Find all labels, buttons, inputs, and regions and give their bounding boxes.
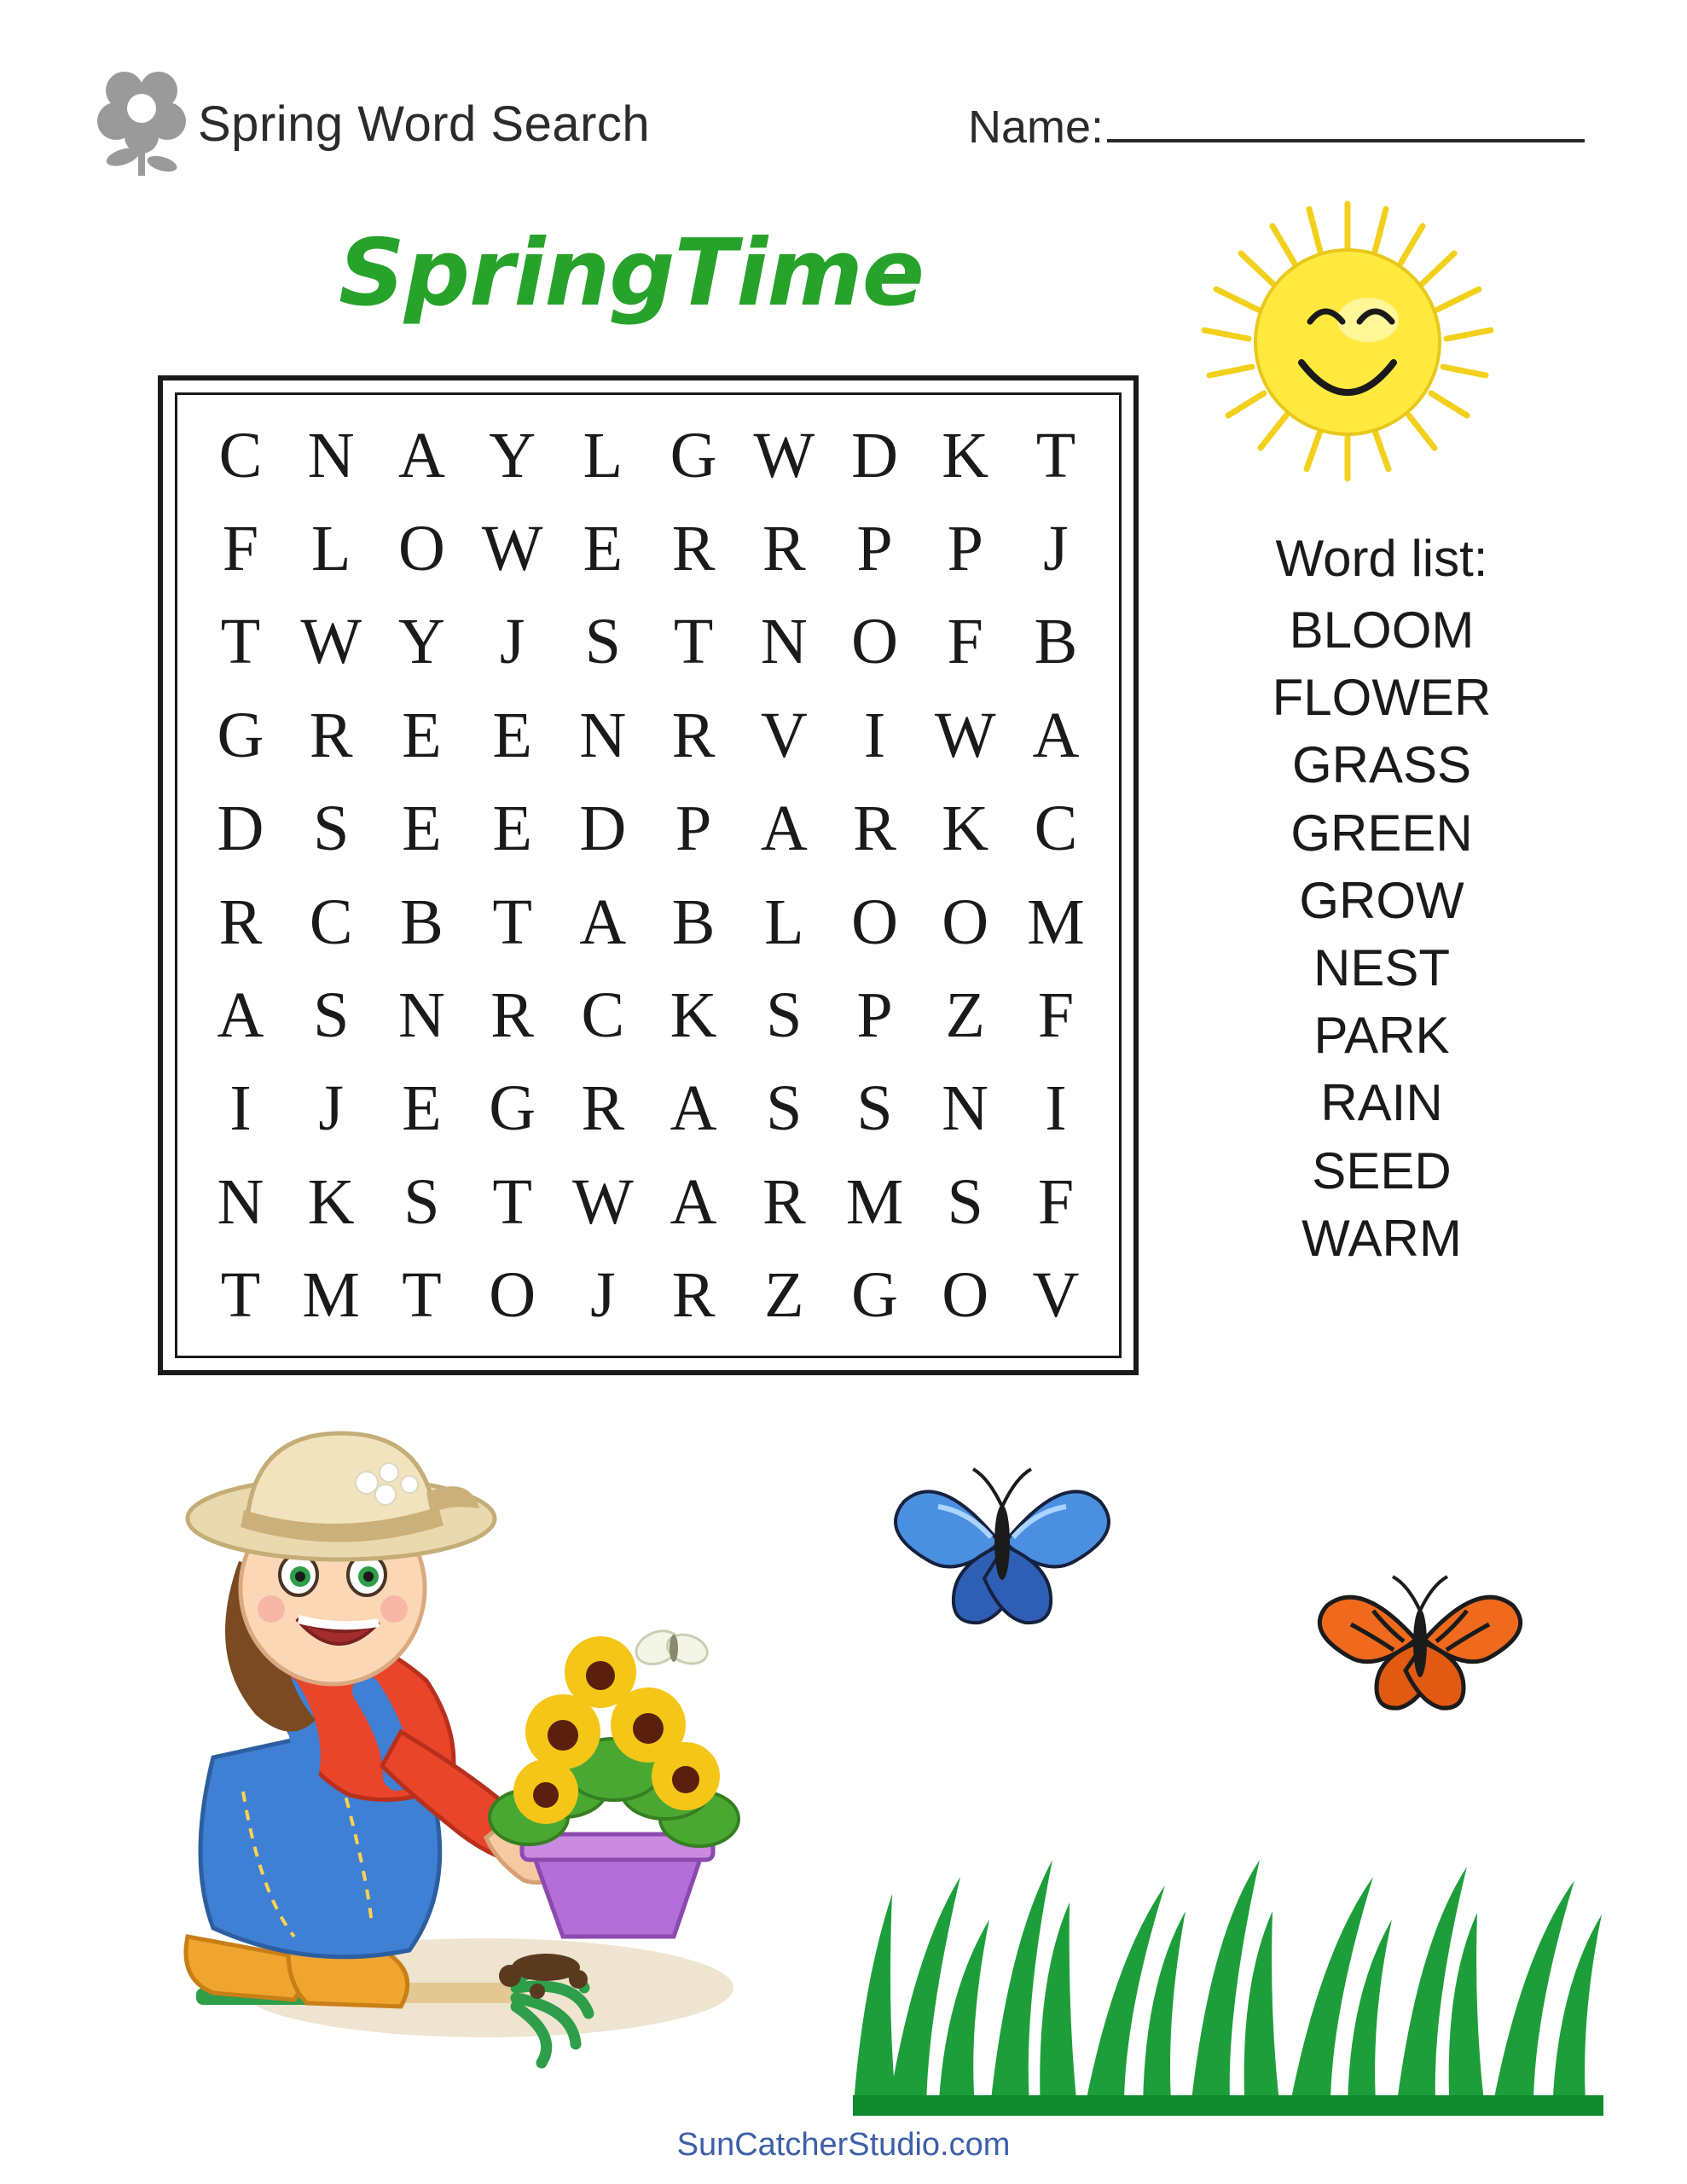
grid-cell[interactable]: E <box>492 699 532 771</box>
grid-cell[interactable]: K <box>942 419 989 491</box>
grid-cell[interactable]: S <box>584 606 622 678</box>
grid-cell[interactable]: A <box>670 1165 717 1238</box>
grid-cell[interactable]: N <box>579 699 627 771</box>
word-list-title: Word list: <box>1275 530 1488 587</box>
grid-cell[interactable]: A <box>670 1072 717 1145</box>
word-list-item[interactable]: NEST <box>1313 938 1451 996</box>
grid-cell[interactable]: M <box>845 1165 904 1238</box>
grid-cell[interactable]: A <box>397 419 445 491</box>
grid-cell[interactable]: S <box>313 793 350 865</box>
grid-row <box>200 1165 1097 1238</box>
grid-cell[interactable]: E <box>583 513 623 585</box>
grid-cell[interactable]: T <box>673 606 714 678</box>
grid-cell[interactable]: F <box>947 606 983 678</box>
grid-cell[interactable]: R <box>671 513 716 585</box>
word-list-item[interactable]: BLOOM <box>1289 601 1475 659</box>
grid-cell[interactable]: C <box>218 419 263 491</box>
grid-cell[interactable]: E <box>492 793 532 865</box>
grid-cell[interactable]: N <box>760 606 808 678</box>
grid-cell[interactable]: Y <box>489 419 536 491</box>
grid-cell[interactable]: S <box>313 979 350 1052</box>
grid-inner <box>175 392 1122 1358</box>
word-list-item[interactable]: GROW <box>1299 871 1464 929</box>
grid-cell[interactable]: N <box>397 979 445 1052</box>
orange-butterfly-illustration <box>1313 1561 1527 1732</box>
grid-cell[interactable]: F <box>1037 979 1075 1052</box>
grid-cell[interactable]: S <box>403 1165 440 1238</box>
grid-cell[interactable]: W <box>572 1165 634 1238</box>
grid-cell[interactable]: A <box>1032 699 1080 771</box>
grid-cell[interactable]: I <box>229 1072 252 1145</box>
grid-cell[interactable]: S <box>947 1165 983 1238</box>
grid-cell[interactable]: B <box>671 886 716 958</box>
grid-cell[interactable]: R <box>218 886 263 958</box>
grid-cell[interactable]: O <box>397 513 445 585</box>
grid-cell[interactable]: R <box>309 699 353 771</box>
grid-cell[interactable]: R <box>762 513 806 585</box>
grid-cell[interactable]: K <box>307 1165 355 1238</box>
grid-cell[interactable]: F <box>222 513 259 585</box>
grid-cell[interactable]: W <box>934 699 996 771</box>
grid-cell[interactable]: S <box>766 979 803 1052</box>
grid-cell[interactable]: T <box>220 1259 261 1332</box>
grid-cell[interactable]: T <box>492 886 532 958</box>
grid-cell[interactable]: P <box>675 793 712 865</box>
sun-icon <box>1186 192 1510 516</box>
grid-cell[interactable]: P <box>856 979 893 1052</box>
grid-cell[interactable]: D <box>217 793 264 865</box>
grid-cell[interactable]: W <box>753 419 815 491</box>
word-list-item[interactable]: SEED <box>1312 1141 1452 1199</box>
grid-cell[interactable]: C <box>309 886 353 958</box>
grid-cell[interactable]: L <box>583 419 623 491</box>
grid-row <box>200 419 1097 491</box>
grid-cell[interactable]: W <box>300 606 362 678</box>
grid-row <box>200 886 1097 958</box>
grid-cell[interactable]: N <box>942 1072 989 1145</box>
grid-cell[interactable]: O <box>851 606 898 678</box>
grid-cell[interactable]: R <box>671 1259 716 1332</box>
grid-cell[interactable]: A <box>217 979 264 1052</box>
grid-cell[interactable]: J <box>499 606 525 678</box>
grid-cell[interactable]: M <box>302 1259 360 1332</box>
grid-cell[interactable]: S <box>766 1072 803 1145</box>
word-list-item[interactable]: WARM <box>1301 1209 1462 1267</box>
grid-cell[interactable]: L <box>311 513 351 585</box>
grid-cell[interactable]: G <box>851 1259 898 1332</box>
grid-cell[interactable]: R <box>490 979 534 1052</box>
grid-cell[interactable]: B <box>1034 606 1078 678</box>
name-label: Name: <box>967 101 1104 153</box>
grid-cell[interactable]: A <box>760 793 808 865</box>
grid-cell[interactable]: T <box>402 1259 442 1332</box>
word-list <box>1211 529 1552 1272</box>
grid-cell[interactable]: O <box>851 886 898 958</box>
grid-cell[interactable]: S <box>856 1072 893 1145</box>
grid-cell[interactable]: R <box>853 793 896 865</box>
grid-cell[interactable]: N <box>217 1165 264 1238</box>
grid-cell[interactable]: O <box>942 1259 989 1332</box>
grid-row <box>200 1259 1097 1332</box>
page-title: Spring Word Search <box>198 96 651 152</box>
grid-cell[interactable]: T <box>220 606 261 678</box>
word-list-items <box>1211 596 1552 1272</box>
grid-row <box>200 979 1097 1052</box>
grid-cell[interactable]: A <box>579 886 627 958</box>
word-list-item[interactable]: RAIN <box>1320 1074 1443 1132</box>
grid-cell[interactable]: J <box>1043 513 1069 585</box>
grid-cell[interactable]: I <box>1045 1072 1067 1145</box>
flower-icon <box>94 68 188 179</box>
grid-row <box>200 699 1097 771</box>
blue-butterfly-illustration <box>887 1450 1117 1647</box>
grid-cell[interactable]: G <box>489 1072 536 1145</box>
grid-cell[interactable]: K <box>942 793 989 865</box>
grid-cell[interactable]: Z <box>945 979 985 1052</box>
grid-row <box>200 606 1097 678</box>
grid-cell[interactable]: M <box>1027 886 1085 958</box>
grid-cell[interactable]: F <box>1037 1165 1075 1238</box>
grid-cell[interactable]: Z <box>764 1259 804 1332</box>
grid-row <box>200 513 1097 585</box>
grid-cell[interactable]: V <box>1032 1259 1080 1332</box>
grid-cell[interactable]: G <box>217 699 264 771</box>
grid-cell[interactable]: R <box>581 1072 625 1145</box>
grid-cell[interactable]: O <box>942 886 989 958</box>
grid-cell[interactable]: P <box>947 513 983 585</box>
grid-cell[interactable]: E <box>402 1072 442 1145</box>
grid-cell[interactable]: T <box>492 1165 532 1238</box>
grid-cell[interactable]: W <box>481 513 543 585</box>
word-list-item[interactable]: GRASS <box>1291 736 1472 794</box>
grid-cell[interactable]: J <box>590 1259 616 1332</box>
name-field-block <box>968 95 1593 154</box>
grid-cell[interactable]: L <box>764 886 804 958</box>
grid-cell[interactable]: R <box>671 699 716 771</box>
grid-cell[interactable]: K <box>670 979 717 1052</box>
grid-cell[interactable]: J <box>318 1072 344 1145</box>
footer-credit: SunCatcherStudio.com <box>676 2127 1011 2163</box>
grid-row <box>200 1072 1097 1145</box>
grid-cell[interactable]: V <box>760 699 808 771</box>
grid-cell[interactable]: P <box>856 513 893 585</box>
name-input-line[interactable] <box>1107 95 1585 142</box>
word-list-item[interactable]: PARK <box>1313 1007 1450 1065</box>
grid-cell[interactable]: D <box>851 419 898 491</box>
grid-cell[interactable]: E <box>402 699 442 771</box>
puzzle-title: SpringTime <box>338 220 925 327</box>
grid-cell[interactable]: Y <box>397 606 445 678</box>
word-search-grid[interactable] <box>158 375 1139 1375</box>
grid-cell[interactable]: O <box>489 1259 536 1332</box>
girl-planting-flowers-illustration <box>85 1391 819 2073</box>
grid-row <box>200 793 1097 865</box>
grid-cell[interactable]: E <box>402 793 442 865</box>
green-grass-illustration <box>853 1757 1603 2116</box>
grid-cell[interactable]: B <box>400 886 443 958</box>
word-list-item[interactable]: GREEN <box>1290 804 1473 862</box>
grid-cell[interactable]: C <box>1034 793 1078 865</box>
grid-cell[interactable]: I <box>863 699 886 771</box>
grid-cell[interactable]: D <box>579 793 627 865</box>
grid-cell[interactable]: T <box>1035 419 1076 491</box>
grid-cell[interactable]: C <box>581 979 625 1052</box>
grid-cell[interactable]: R <box>762 1165 806 1238</box>
page-header <box>94 68 1593 179</box>
grid-cell[interactable]: N <box>307 419 355 491</box>
grid-cell[interactable]: G <box>670 419 717 491</box>
word-list-item[interactable]: FLOWER <box>1272 669 1492 727</box>
